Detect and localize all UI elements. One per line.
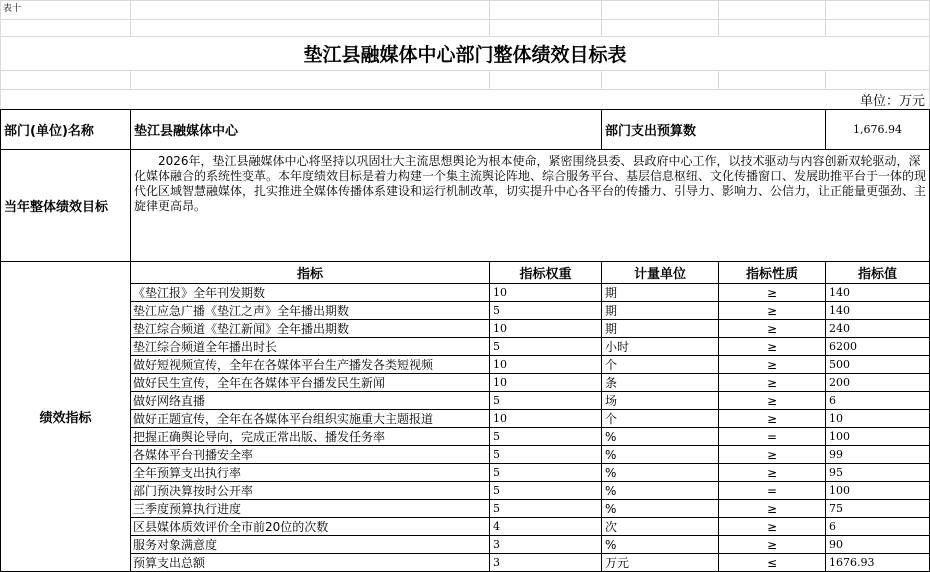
col-indicator: 指标	[131, 262, 490, 284]
indicator-value: 6	[826, 392, 930, 410]
indicator-weight: 5	[490, 428, 602, 446]
indicator-value: 1676.93	[826, 554, 930, 572]
indicator-unit: 小时	[602, 338, 719, 356]
indicator-weight: 5	[490, 500, 602, 518]
indicator-nature: =	[719, 428, 826, 446]
indicator-value: 200	[826, 374, 930, 392]
table-row	[1, 410, 930, 428]
indicator-weight: 5	[490, 302, 602, 320]
indicator-unit: %	[602, 446, 719, 464]
indicator-unit: 次	[602, 518, 719, 536]
table-row	[1, 338, 930, 356]
table-row	[1, 374, 930, 392]
table-row	[1, 428, 930, 446]
indicator-nature: ≤	[719, 554, 826, 572]
table-row	[1, 392, 930, 410]
table-row	[1, 302, 930, 320]
indicator-nature: ≥	[719, 446, 826, 464]
indicator-name: 做好短视频宣传，全年在各媒体平台生产播发各类短视频	[131, 356, 490, 374]
indicator-value: 6	[826, 518, 930, 536]
indicator-value: 100	[826, 428, 930, 446]
indicator-name: 《垫江报》全年刊发期数	[131, 284, 490, 302]
budget-label: 部门支出预算数	[602, 110, 826, 150]
goal-label: 当年整体绩效目标	[1, 150, 131, 262]
indicator-name: 做好网络直播	[131, 392, 490, 410]
dept-label: 部门(单位)名称	[1, 110, 131, 150]
indicator-nature: ≥	[719, 320, 826, 338]
indicator-name: 做好正题宣传，全年在各媒体平台组织实施重大主题报道	[131, 410, 490, 428]
indicator-weight: 5	[490, 464, 602, 482]
col-nature: 指标性质	[719, 262, 826, 284]
indicator-weight: 10	[490, 374, 602, 392]
table-row	[1, 518, 930, 536]
indicator-weight: 5	[490, 482, 602, 500]
table-row	[1, 482, 930, 500]
indicator-value: 75	[826, 500, 930, 518]
indicator-unit: %	[602, 500, 719, 518]
dept-name: 垫江县融媒体中心	[131, 110, 602, 150]
indicator-unit: 期	[602, 284, 719, 302]
indicator-unit: 个	[602, 356, 719, 374]
indicator-unit: %	[602, 464, 719, 482]
indicator-value: 140	[826, 284, 930, 302]
indicator-value: 100	[826, 482, 930, 500]
indicator-unit: %	[602, 482, 719, 500]
col-value: 指标值	[826, 262, 930, 284]
indicator-nature: ≥	[719, 374, 826, 392]
indicator-name: 把握正确舆论导向，完成正常出版、播发任务率	[131, 428, 490, 446]
table-row	[1, 320, 930, 338]
sheet-label: 表十	[1, 1, 131, 20]
indicator-value: 6200	[826, 338, 930, 356]
indicator-value: 10	[826, 410, 930, 428]
goal-paragraph: 2026年，垫江县融媒体中心将坚持以巩固壮大主流思想舆论为根本使命，紧密围绕县委、县政府中心工作，以技术驱动与内容创新双轮驱动，深化媒体融合的系统性变革。本年度绩效目标是着力构建一个集主流舆论阵地、综合服务平台、基层信息枢纽、文化传播窗口、发展助推平台于一体的现代化区域智慧融媒体，扎实推进全媒体传播体系建设和运行机制改革，切实提升中心各平台的传播力、引导力、影响力、公信力，让正能量更强劲、主旋律更高昂。	[134, 154, 927, 213]
indicator-value: 240	[826, 320, 930, 338]
indicator-weight: 10	[490, 320, 602, 338]
indicator-name: 垫江综合频道《垫江新闻》全年播出期数	[131, 320, 490, 338]
unit-label: 单位：万元	[1, 90, 930, 110]
indicator-nature: ≥	[719, 500, 826, 518]
indicator-name: 全年预算支出执行率	[131, 464, 490, 482]
indicator-weight: 10	[490, 356, 602, 374]
table-row	[1, 446, 930, 464]
indicator-value: 500	[826, 356, 930, 374]
indicator-nature: ≥	[719, 518, 826, 536]
col-weight: 指标权重	[490, 262, 602, 284]
indicator-nature: ≥	[719, 464, 826, 482]
indicator-unit: 场	[602, 392, 719, 410]
table-row	[1, 554, 930, 572]
table-row	[1, 284, 930, 302]
indicator-name: 部门预决算按时公开率	[131, 482, 490, 500]
indicator-value: 140	[826, 302, 930, 320]
page-title: 垫江县融媒体中心部门整体绩效目标表	[1, 37, 930, 71]
indicator-unit: 万元	[602, 554, 719, 572]
indicator-unit: %	[602, 536, 719, 554]
indicator-weight: 10	[490, 410, 602, 428]
indicator-nature: ≥	[719, 410, 826, 428]
indicator-name: 垫江应急广播《垫江之声》全年播出期数	[131, 302, 490, 320]
metrics-label: 绩效指标	[1, 262, 131, 572]
budget-value: 1,676.94	[826, 110, 930, 150]
indicator-nature: =	[719, 482, 826, 500]
indicator-nature: ≥	[719, 302, 826, 320]
indicator-weight: 3	[490, 536, 602, 554]
indicator-name: 服务对象满意度	[131, 536, 490, 554]
table-row	[1, 500, 930, 518]
indicator-nature: ≥	[719, 536, 826, 554]
indicator-weight: 10	[490, 284, 602, 302]
indicator-name: 各媒体平台刊播安全率	[131, 446, 490, 464]
indicator-unit: 条	[602, 374, 719, 392]
goal-text	[131, 150, 930, 262]
indicator-value: 95	[826, 464, 930, 482]
indicator-nature: ≥	[719, 284, 826, 302]
indicator-name: 预算支出总额	[131, 554, 490, 572]
indicator-name: 三季度预算执行进度	[131, 500, 490, 518]
indicator-value: 99	[826, 446, 930, 464]
indicator-weight: 5	[490, 392, 602, 410]
indicator-weight: 5	[490, 338, 602, 356]
indicator-weight: 3	[490, 554, 602, 572]
indicator-name: 区县媒体质效评价全市前20位的次数	[131, 518, 490, 536]
indicator-weight: 4	[490, 518, 602, 536]
indicator-nature: ≥	[719, 356, 826, 374]
table-row	[1, 356, 930, 374]
col-unit: 计量单位	[602, 262, 719, 284]
indicator-value: 90	[826, 536, 930, 554]
indicator-nature: ≥	[719, 338, 826, 356]
indicator-weight: 5	[490, 446, 602, 464]
table-row	[1, 536, 930, 554]
indicator-name: 做好民生宣传，全年在各媒体平台播发民生新闻	[131, 374, 490, 392]
indicator-nature: ≥	[719, 392, 826, 410]
table-row	[1, 464, 930, 482]
indicator-name: 垫江综合频道全年播出时长	[131, 338, 490, 356]
indicator-unit: %	[602, 428, 719, 446]
indicator-unit: 个	[602, 410, 719, 428]
indicator-unit: 期	[602, 302, 719, 320]
indicator-unit: 期	[602, 320, 719, 338]
